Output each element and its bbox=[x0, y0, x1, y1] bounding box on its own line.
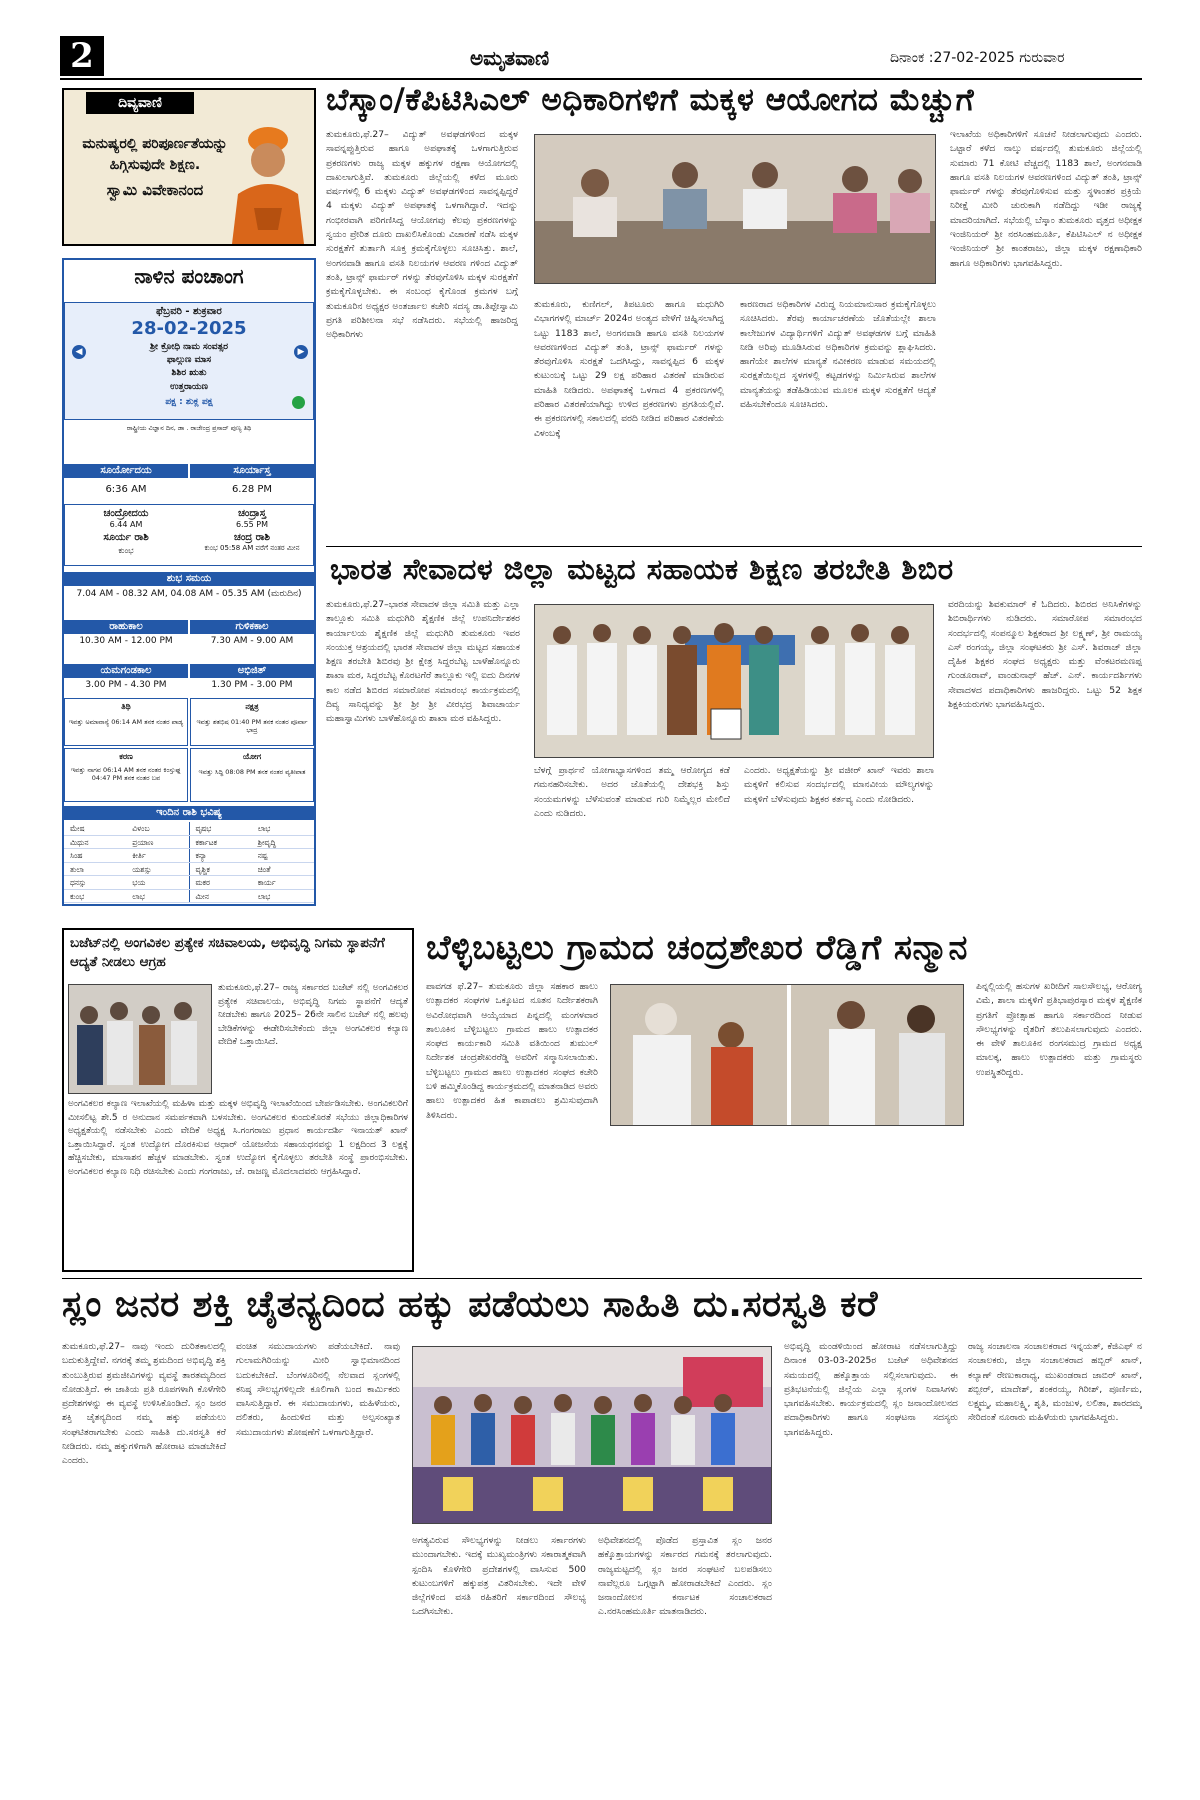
arrow-left-icon[interactable]: ◀ bbox=[72, 345, 86, 359]
rashi-name: ಕನ್ಯಾ bbox=[189, 849, 252, 862]
story4-col1: ಪಾವಗಡ ಫೆ.27– ತುಮಕೂರು ಜಿಲ್ಲಾ ಸಹಕಾರ ಹಾಲು ಉತ್ಪಾದಕರ ಸಂಘಗಳ ಒಕ್ಕೂಟದ ನೂತನ ನಿರ್ದೇಶಕರಾಗಿ ಅವಿರೋಧವಾಗಿ ಆಯ್ಕೆಯಾದ ಪಿನ್ನದಲ್ಲಿ ಮಂಗಳವಾರ ತಾಲೂಕಿನ ಬೆಳ್ಳಿಬಟ್ಟಲು ಗ್ರಾಮದ ಹಾಲು ಉತ್ಪಾದಕರ ಸಂಘದ ಕಾರ್ಯಕಾರಿ ಸಮಿತಿ ವತಿಯಿಂದ ತುಮುಲ್ ನಿರ್ದೇಶಕ ಚಂದ್ರಶೇಖರರೆಡ್ಡಿ ಅವರಿಗೆ ಸನ್ಮಾನಿಸಲಾಯಿತು. ಬೆಳ್ಳಿಬಟ್ಟಲು ಗ್ರಾಮದ ಹಾಲು ಉತ್ಪಾದಕರ ಸಂಘದ ಕಚೇರಿ ಬಳಿ ಹಮ್ಮಿಕೊಂಡಿದ್ದ ಕಾರ್ಯಕ್ರಮದಲ್ಲಿ ಮಾತನಾಡಿದ ಅವರು ಹಾಲು ಉತ್ಪಾದಕರ ಹಿತ ಕಾಪಾಡಲು ಶ್ರಮಿಸುವುದಾಗಿ ತಿಳಿಸಿದರು. bbox=[426, 981, 598, 1121]
shubha-label: ಶುಭ ಸಮಯ bbox=[64, 572, 314, 586]
sunset-label: ಸೂರ್ಯಾಸ್ತ bbox=[190, 464, 314, 478]
sunset-value: 6.28 PM bbox=[231, 484, 273, 495]
sunrise-value: 6:36 AM bbox=[105, 484, 147, 495]
rashi-prediction: ಚಿಂತೆ bbox=[257, 864, 271, 874]
paper-name: ಅಮೃತವಾಣಿ bbox=[470, 46, 550, 70]
panchanga-month-day: ಫೆಬ್ರವರಿ - ಶುಕ್ರವಾರ bbox=[156, 306, 222, 317]
rutu: ಶಿಶಿರ ಋತು bbox=[171, 368, 207, 378]
story2-col2: ಬೆಳಗ್ಗೆ ಪ್ರಾರ್ಥನೆ ಯೋಗಾಭ್ಯಾಸಗಳಿಂದ ತಮ್ಮ ಆರೋಗ್ಯದ ಕಡೆ ಗಮನಹರಿಸಬೇಕು. ಅದರ ಜೊತೆಯಲ್ಲಿ ದೇಶಭಕ್ತಿ ಶಿಸ್ತು ಸಂಯಮಗಳನ್ನು ಬೆಳೆಸುವಂತೆ ಮಾಡುವ ಗುರಿ ನಿಮ್ಮೆಲ್ಲರ ಮೇಲಿದೆ ಎಂದು ನುಡಿದರು. bbox=[534, 765, 730, 819]
sunrise-label: ಸೂರ್ಯೋದಯ bbox=[64, 464, 188, 478]
issue-date: ದಿನಾಂಕ :27-02-2025 ಗುರುವಾರ bbox=[890, 50, 1065, 66]
rahu-value: 10.30 AM - 12.00 PM bbox=[79, 636, 173, 646]
abhijit-label: ಅಭಿಜಿತ್ bbox=[190, 664, 314, 678]
rashi-row bbox=[64, 863, 314, 877]
chandra-rashi-label: ಚಂದ್ರ ರಾಶಿ bbox=[234, 532, 270, 543]
rashi-row bbox=[64, 836, 314, 850]
divyavani-quote bbox=[70, 134, 240, 201]
moonrise-value: 6.44 AM bbox=[109, 520, 143, 529]
story4-body-continued bbox=[610, 1134, 782, 1272]
story3-col1: ತುಮಕೂರು,ಫೆ.27– ರಾಜ್ಯ ಸರ್ಕಾರದ ಬಜೆಟ್ ನಲ್ಲಿ ಅಂಗವಿಕಲರ ಪ್ರತ್ಯೇಕ ಸಚಿವಾಲಯ, ಅಭಿವೃದ್ಧಿ ನಿಗಮ ಸ್ಥಾಪನೆಗೆ ಆದ್ಯತೆ ನೀಡಬೇಕು ಹಾಗೂ 2025– 26ನೇ ಸಾಲಿನ ಬಜೆಟ್ ನಲ್ಲಿ ಹಲವು ಬೇಡಿಕೆಗಳನ್ನು ಈಡೇರಿಸಬೇಕೆಂದು ಜಿಲ್ಲಾ ಅಂಗವಿಕಲರ ಕಲ್ಯಾಣ ವೇದಿಕೆ ಒತ್ತಾಯಿಸಿದೆ. bbox=[218, 983, 408, 1047]
ayana: ಉತ್ತರಾಯಣ bbox=[170, 382, 208, 392]
quote-author: ಸ್ವಾಮಿ ವಿವೇಕಾನಂದ bbox=[106, 181, 204, 199]
story3-photo bbox=[68, 984, 212, 1094]
abhijit-value: 1.30 PM - 3.00 PM bbox=[211, 680, 293, 690]
story2-photo bbox=[534, 604, 934, 758]
yama-value: 3.00 PM - 4.30 PM bbox=[85, 680, 167, 690]
story5-photo bbox=[412, 1346, 772, 1524]
moonrise-label: ಚಂದ್ರೋದಯ bbox=[103, 508, 149, 519]
story4-headline: ಬೆಳ್ಳಿಬಟ್ಟಲು ಗ್ರಾಮದ ಚಂದ್ರಶೇಖರ ರೆಡ್ಡಿಗೆ ಸನ್ಮಾನ bbox=[426, 928, 968, 968]
story1-col1: ತುಮಕೂರು,ಫೆ.27– ವಿದ್ಯುತ್ ಅವಘಡಗಳಿಂದ ಮಕ್ಕಳ ಸಾವನ್ನಪ್ಪುತ್ತಿರುವ ಹಾಗೂ ಅಪಘಾತಕ್ಕೆ ಒಳಗಾಗುತ್ತಿರುವ ಪ್ರಕರಣಗಳು ರಾಜ್ಯ ಮಕ್ಕಳ ಹಕ್ಕುಗಳ ರಕ್ಷಣಾ ಆಯೋಗದಲ್ಲಿ ದಾಖಲಾಗುತ್ತಿವೆ. ತುಮಕೂರು ಜಿಲ್ಲೆಯಲ್ಲಿ ಕಳೆದ ಮೂರು ವರ್ಷಗಳಲ್ಲಿ 6 ಮಕ್ಕಳು ವಿದ್ಯುತ್ ಅವಘಡಗಳಿಂದ ಸಾವನ್ನಪ್ಪಿದ್ದರೆ 4 ಮಕ್ಕಳು ವಿದ್ಯುತ್ ಅಪಘಾತಕ್ಕೆ ಒಳಗಾಗಿದ್ದಾರೆ. ಇದನ್ನು ಗಂಭೀರವಾಗಿ ಪರಿಗಣಿಸಿದ್ದ ಆಯೋಗವು ಕೆಲವು ಪ್ರಕರಣಗಳನ್ನು ಸ್ವಯಂ ಪ್ರೇರಿತ ದೂರು ದಾಖಲಿಸಿಕೊಂಡು ವಿಚಾರಣೆ ನಡೆಸಿ ಮಕ್ಕಳ ಸುರಕ್ಷತೆಗೆ ತುರ್ತಾಗಿ ಸೂಕ್ತ ಕ್ರಮಕೈಗೊಳ್ಳಲು ಸೂಚಿಸಿತ್ತು. ಶಾಲೆ, ಅಂಗನವಾಡಿ ಹಾಗೂ ವಸತಿ ನಿಲಯಗಳ ಆವರಣ ಗಳಿಂದ ವಿದ್ಯುತ್ ತಂತಿ, ಟ್ರಾನ್ಸ್ ಫಾರ್ಮರ್ ಗಳನ್ನು ತೆರವುಗೊಳಿಸಿ ಮಕ್ಕಳ ಸುರಕ್ಷತೆಗೆ ಕ್ರಮಕೈಗೊಳ್ಳಬೇಕು. ಈ ಸಂಬಂಧ ಕೈಗೊಂಡ ಕ್ರಮಗಳ ಬಗ್ಗೆ ತುಮಕೂರಿನ ಅಧ್ಯಕ್ಷರ ಅಂತರ್ಜಾಲ ಕಚೇರಿ ಸದಸ್ಯ ಡಾ.ತಿಪ್ಪೇಸ್ವಾಮಿ ಪ್ರಗತಿ ಪರಿಶೀಲನಾ ಸಭೆ ನಡೆಸಿದರು. ಸಭೆಯಲ್ಲಿ ಹಾಜರಿದ್ದ ಅಧಿಕಾರಿಗಳು bbox=[326, 129, 518, 341]
story1-col2: ತುಮಕೂರು, ಕುಣಿಗಲ್, ತಿಪಟೂರು ಹಾಗೂ ಮಧುಗಿರಿ ವಿಭಾಗಗಳಲ್ಲಿ ಮಾರ್ಚ್ 2024ರ ಅಂತ್ಯದ ವೇಳೆಗೆ ಚಿಹ್ನಿಸಲಾಗಿದ್ದ ಒಟ್ಟು 1183 ಶಾಲೆ, ಅಂಗನವಾಡಿ ಹಾಗೂ ವಸತಿ ನಿಲಯಗಳ ಆವರಣಗಳಿಂದ ವಿದ್ಯುತ್ ತಂತಿ, ಟ್ರಾನ್ಸ್ ಫಾರ್ಮರ್ ಗಳನ್ನು ತೆರವುಗೊಳಿಸಿ ಸುರಕ್ಷತೆ ಒದಗಿಸಿದ್ದು, ಸಾವನ್ನಪ್ಪಿದ 6 ಮಕ್ಕಳ ಕುಟುಂಬಕ್ಕೆ ಒಟ್ಟು 29 ಲಕ್ಷ ಪರಿಹಾರ ವಿತರಣೆ ಮಾಡಿರುವ ಮಾಹಿತಿ ನೀಡಿದರು. ಅಪಘಾತಕ್ಕೆ ಒಳಗಾದ 4 ಪ್ರಕರಣಗಳಲ್ಲಿ ಪರಿಹಾರ ವಿತರಣೆಯಾಗಿದ್ದು ಉಳಿದ ಪ್ರಕರಣಗಳು ಪ್ರಗತಿಯಲ್ಲಿವೆ. ಈ ಪ್ರಕರಣಗಳಲ್ಲಿ ಸಕಾಲದಲ್ಲಿ ವರದಿ ನೀಡಿದ ಪರಿಹಾರ ವಿತರಣೆಯ ವಿಳಂಬಕ್ಕೆ bbox=[534, 299, 724, 439]
rashi-prediction: ಕೀರ್ತಿ bbox=[132, 851, 146, 860]
masthead-rule bbox=[60, 78, 1142, 80]
story5-col4: ಅಧಿವೇಶನದಲ್ಲಿ ಪೊಡೆದ ಪ್ರಸ್ತಾವಿತ ಸ್ಲಂ ಜನರ ಹಕ್ಕೊತ್ತಾಯಗಳನ್ನು ಸರ್ಕಾರದ ಗಮನಕ್ಕೆ ತರಲಾಗುವುದು. ರಾಜ್ಯಮಟ್ಟದಲ್ಲಿ ಸ್ಲಂ ಜನರ ಸಂಘಟನೆ ಬಲಪಡಿಸಲು ನಾವೆಲ್ಲರೂ ಒಗ್ಗಟ್ಟಾಗಿ ಹೋರಾಡಬೇಕಿದೆ ಎಂದರು. ಸ್ಲಂ ಜನಾಂದೋಲನ ಕರ್ನಾಟಕ ಸಂಚಾಲಕರಾದ ಎ.ನರಸಿಂಹಮೂರ್ತಿ ಮಾತನಾಡಿದರು. bbox=[598, 1535, 772, 1618]
story5-col6: ರಾಜ್ಯ ಸಂಚಾಲನಾ ಸಂಚಾಲಕರಾದ ಇನ್ನಯತ್, ಕೆಜಿಎಫ್ ನ ಸಂಚಾಲಕರು, ಜಿಲ್ಲಾ ಸಂಚಾಲಕರಾದ ಹಬ್ಬಿರ್ ಖಾನ್, ಕಲ್ಯಾಣ್ ರೇಣುಕಾರಾಧ್ಯ, ಮುಖಂಡರಾದ ಜಾಬಿರ್ ಖಾನ್, ಶಬ್ಬೀರ್, ಮಾದೇಶ್, ಶಂಕರಯ್ಯ, ಗಿರೀಶ್, ಪೂರ್ಣಿಮ, ಲಕ್ಷ್ಮಮ್ಮ, ಮಹಾಲಕ್ಷ್ಮಿ, ಶೃತಿ, ಮಂಜುಳ, ಲಲಿತಾ, ಶಾರದಮ್ಮ ಸೇರಿದಂತೆ ನೂರಾರು ಮಹಿಳೆಯರು ಭಾಗವಹಿಸಿದ್ದರು. bbox=[968, 1341, 1142, 1424]
gulika-label: ಗುಳಿಕಕಾಲ bbox=[190, 620, 314, 634]
samvatsara: ಶ್ರೀ ಕ್ರೋಧಿ ನಾಮ ಸಂವತ್ಸರ bbox=[150, 342, 228, 352]
story5-col2: ವಂಚಿತ ಸಮುದಾಯಗಳು ಪಡೆಯಬೇಕಿದೆ. ನಾವು ಗುಲಾಮಗಿರಿಯನ್ನು ಮೀರಿ ಸ್ವಾಭಿಮಾನದಿಂದ ಬದುಕಬೇಕಿದೆ. ಬೆಂಗಳೂರಿನಲ್ಲಿ ನೆಲವಾದ ಸ್ಲಂಗಳಲ್ಲಿ ಕನಿಷ್ಠ ಸೌಲಭ್ಯಗಳಿಲ್ಲದೇ ಕೂಲಿಗಾಗಿ ಬಂದ ಕಾರ್ಮಿಕರು ವಾಸಿಸುತ್ತಿದ್ದಾರೆ. ಈ ಸಮುದಾಯಗಳು, ಮಹಿಳೆಯರು, ದಲಿತರು, ಹಿಂದುಳಿದ ಮತ್ತು ಅಲ್ಪಸಂಖ್ಯಾತ ಸಮುದಾಯಗಳು ಶೋಷಣೆಗೆ ಒಳಗಾಗುತ್ತಿದ್ದಾರೆ. bbox=[236, 1341, 400, 1438]
rashi-name: ವೃಶ್ಚಿಕ bbox=[189, 863, 252, 876]
rashi-row bbox=[64, 822, 314, 836]
vivekananda-portrait bbox=[224, 118, 310, 244]
rashi-prediction: ಪ್ರಯಾಣ bbox=[132, 837, 154, 847]
rashi-name: ತುಲಾ bbox=[70, 864, 84, 874]
divider bbox=[326, 546, 1142, 547]
story1-col4: ಇಲಾಖೆಯ ಅಧಿಕಾರಿಗಳಿಗೆ ಸೂಚನೆ ನೀಡಲಾಗುವುದು ಎಂದರು. ಒಟ್ಟಾರೆ ಕಳೆದ ನಾಲ್ಕು ವರ್ಷದಲ್ಲಿ ತುಮಕೂರು ಜಿಲ್ಲೆಯಲ್ಲಿ ಸುಮಾರು 71 ಕೋಟಿ ವೆಚ್ಚದಲ್ಲಿ 1183 ಶಾಲೆ, ಅಂಗನವಾಡಿ ಹಾಗೂ ವಸತಿ ನಿಲಯಗಳ ಆವರಣಗಳಿಂದ ವಿದ್ಯುತ್ ತಂತಿ, ಟ್ರಾನ್ಸ್ ಫಾರ್ಮರ್ ಗಳನ್ನು ತೆರವುಗೊಳಿಸುವ ಮತ್ತು ಸ್ಥಳಾಂತರ ಪ್ರಕ್ರಿಯೆ ನಿರೀಕ್ಷೆ ಮೀರಿ ಚುರುಕಾಗಿ ನಡೆದಿದ್ದು ಇಡೀ ರಾಜ್ಯಕ್ಕೆ ಮಾದರಿಯಾಗಿದೆ. ಸಭೆಯಲ್ಲಿ ಬೆಸ್ಕಾಂ ತುಮಕೂರು ವೃತ್ತದ ಅಧೀಕ್ಷಕ ಇಂಜಿನಿಯರ್ ಶ್ರೀ ನರಸಿಂಹಮೂರ್ತಿ, ಕೆಪಿಟಿಸಿಎಲ್ ನ ಅಧೀಕ್ಷಕ ಇಂಜಿನಿಯರ್ ಶ್ರೀ ಕಾಂತರಾಜು, ಜಿಲ್ಲಾ ಮಕ್ಕಳ ರಕ್ಷಣಾಧಿಕಾರಿ ಹಾಗೂ ಅಧಿಕಾರಿಗಳು ಭಾಗವಹಿಸಿದ್ದರು. bbox=[950, 129, 1142, 269]
story5-col3: ಅಗತ್ಯವಿರುವ ಸೌಲಭ್ಯಗಳನ್ನು ನೀಡಲು ಸರ್ಕಾರಗಳು ಮುಂದಾಗಬೇಕು. ಇದಕ್ಕೆ ಮುಖ್ಯಮಂತ್ರಿಗಳು ಸಕಾರಾತ್ಮಕವಾಗಿ ಸ್ಪಂದಿಸಿ ಕೊಳೆಗೇರಿ ಪ್ರದೇಶಗಳಲ್ಲಿ ವಾಸಿಸುವ 500 ಕುಟುಂಬಗಳಿಗೆ ಹಕ್ಕುಪತ್ರ ವಿತರಿಸಬೇಕು. ಇದೇ ವೇಳೆ ಜಿಲ್ಲೆಗಳಿಂದ ವಸತಿ ರಹಿತರಿಗೆ ಸರ್ಕಾರದಿಂದ ಸೌಲಭ್ಯ ಒದಗಿಸಬೇಕು. bbox=[412, 1535, 586, 1618]
page-number: 2 bbox=[60, 36, 104, 76]
rashi-prediction: ಕಾರ್ಯ bbox=[257, 878, 276, 887]
story3-headline: ಬಜೆಟ್‌ನಲ್ಲಿ ಅಂಗವಿಕಲ ಪ್ರತ್ಯೇಕ ಸಚಿವಾಲಯ, ಅಭಿವೃದ್ಧಿ ನಿಗಮ ಸ್ಥಾಪನೆಗೆ ಆದ್ಯತೆ ನೀಡಲು ಆಗ್ರಹ bbox=[70, 935, 385, 970]
quote-text: ಮನುಷ್ಯರಲ್ಲಿ ಪರಿಪೂರ್ಣತೆಯನ್ನು ಹಿಗ್ಗಿಸುವುದೇ ಶಿಕ್ಷಣ. bbox=[82, 136, 228, 173]
rashi-prediction: ಭಯ bbox=[132, 878, 146, 887]
rashi-prediction: ಲಾಭ bbox=[257, 824, 271, 833]
whatsapp-icon[interactable] bbox=[292, 396, 305, 409]
nakshatra-label: ನಕ್ಷತ್ರ bbox=[245, 702, 259, 711]
rashi-name: ಕುಂಭ bbox=[70, 891, 85, 901]
rashi-prediction: ಲಾಭ bbox=[257, 891, 271, 901]
rashi-table bbox=[64, 822, 314, 903]
shubha-value: 7.04 AM - 08.32 AM, 04.08 AM - 05.35 AM (ಮರುದಿನ) bbox=[76, 589, 302, 599]
rashi-name: ಸಿಂಹ bbox=[70, 851, 83, 860]
gulika-value: 7.30 AM - 9.00 AM bbox=[210, 636, 294, 646]
surya-rashi-value: ಕುಂಭ bbox=[118, 546, 134, 555]
story5-headline: ಸ್ಲಂ ಜನರ ಶಕ್ತಿ ಚೈತನ್ಯದಿಂದ ಹಕ್ಕು ಪಡೆಯಲು ಸಾಹಿತಿ ದು.ಸರಸ್ವತಿ ಕರೆ bbox=[62, 1284, 878, 1325]
tithi-value: ಇವತ್ತು ಅಮಾವಾಸ್ಯೆ 06:14 AM ತನಕ ನಂತರ ಪಾಡ್ಯ bbox=[68, 718, 184, 726]
slum-meeting-photo bbox=[413, 1347, 772, 1524]
rashi-label: ಇಂದಿನ ರಾಶಿ ಭವಿಷ್ಯ bbox=[64, 806, 314, 820]
moonset-label: ಚಂದ್ರಾಸ್ತ bbox=[238, 508, 266, 519]
yoga-value: ಇವತ್ತು ಸಿದ್ಧಿ 08:08 PM ತನಕ ನಂತರ ವ್ಯತೀಪಾತ bbox=[198, 768, 306, 776]
masa: ಫಾಲ್ಗುಣ ಮಾಸ bbox=[166, 355, 212, 365]
felicitation-photo bbox=[611, 985, 964, 1126]
story5-col5: ಅಭಿವೃದ್ಧಿ ಮಂಡಳಿಯಿಂದ ಹೋರಾಟ ನಡೆಸಲಾಗುತ್ತಿದ್ದು ದಿನಾಂಕ 03-03-2025ರ ಬಜೆಟ್ ಅಧಿವೇಶನದ ಸಮಯದಲ್ಲಿ ಹಕ್ಕೊತ್ತಾಯ ಸಲ್ಲಿಸಲಾಗುವುದು. ಈ ಪ್ರತಿಭಟನೆಯಲ್ಲಿ ಜಿಲ್ಲೆಯ ಎಲ್ಲಾ ಸ್ಲಂಗಳ ನಿವಾಸಿಗಳು ಭಾಗವಹಿಸಬೇಕು. ಕಾರ್ಯಕ್ರಮದಲ್ಲಿ ಸ್ಲಂ ಜನಾಂದೋಲನದ ಪದಾಧಿಕಾರಿಗಳು ಹಾಗೂ ಸಂಘಟನಾ ಸದಸ್ಯರು ಭಾಗವಹಿಸಿದ್ದರು. bbox=[784, 1341, 958, 1438]
surya-rashi-label: ಸೂರ್ಯ ರಾಶಿ bbox=[103, 532, 149, 543]
arrow-right-icon[interactable]: ▶ bbox=[294, 345, 308, 359]
meeting-photo bbox=[535, 135, 936, 284]
panchanga-date: 28-02-2025 bbox=[131, 318, 247, 339]
story2-col1: ತುಮಕೂರು,ಫೆ.27–ಭಾರತ ಸೇವಾದಳ ಜಿಲ್ಲಾ ಸಮಿತಿ ಮತ್ತು ಎಲ್ಲಾ ತಾಲ್ಲೂಕು ಸಮಿತಿ ಮಧುಗಿರಿ ಶೈಕ್ಷಣಿಕ ಜಿಲ್ಲೆ ಉಪನಿರ್ದೇಶಕರ ಕಾರ್ಯಾಲಯ ಶೈಕ್ಷಣಿಕ ಜಿಲ್ಲೆ ಮಧುಗಿರಿ ತುಮಕೂರು ಇವರ ಸಂಯುಕ್ತ ಆಶ್ರಯದಲ್ಲಿ ಭಾರತ ಸೇವಾದಳ ಜಿಲ್ಲಾ ಮಟ್ಟದ ಸಹಾಯಕ ಶಿಕ್ಷಣ ತರಬೇತಿ ಶಿಬಿರವು ಶ್ರೀ ಕ್ಷೇತ್ರ ಸಿದ್ದರಬೆಟ್ಟ ಬಾಳೆಹೊನ್ನೂರು ಶಾಖಾ ಮಠ, ಸಿದ್ದರಬೆಟ್ಟ ಕೊರಟಗೆರೆ ತಾಲ್ಲೂಕು ಇಲ್ಲಿ ಐದು ದಿನಗಳ ಕಾಲ ನಡೆದ ಶಿಬಿರದ ಸಮಾರೋಪ ಸಮಾರಂಭ ಕಾರ್ಯಕ್ರಮದಲ್ಲಿ ದಿವ್ಯ ಸಾನಿಧ್ಯವನ್ನು ಶ್ರೀ ಶ್ರೀ ಶ್ರೀ ವೀರಭದ್ರ ಶಿವಾಚಾರ್ಯ ಮಹಾಸ್ವಾಮಿಗಳು ಬಾಳೆಹೊನ್ನೂರು ಶಾಖಾ ಮಠ ವಹಿಸಿದ್ದರು. bbox=[326, 599, 520, 725]
rashi-prediction: ಲಾಭ bbox=[132, 891, 145, 901]
rashi-prediction: ವಿಳಂಬ bbox=[132, 824, 150, 833]
story2-headline: ಭಾರತ ಸೇವಾದಳ ಜಿಲ್ಲಾ ಮಟ್ಟದ ಸಹಾಯಕ ಶಿಕ್ಷಣ ತರಬೇತಿ ಶಿಬಿರ bbox=[330, 552, 954, 586]
rashi-name: ಮೇಷ bbox=[70, 824, 85, 833]
rashi-row bbox=[64, 876, 314, 890]
story4-photo bbox=[610, 984, 964, 1126]
divider bbox=[62, 1278, 1142, 1279]
rashi-name: ಧನಸ್ಸು bbox=[70, 878, 87, 887]
rashi-prediction: ನಷ್ಟ bbox=[257, 851, 268, 860]
rashi-name: ಮೀನ bbox=[189, 890, 252, 903]
rashi-name: ಮಕರ bbox=[189, 876, 252, 889]
story1-photo bbox=[534, 134, 936, 284]
story2-col4: ವರದಿಯನ್ನು ಶಿವಕುಮಾರ್ ಕೆ ಓದಿದರು. ಶಿಬಿರದ ಅನಿಸಿಕೆಗಳನ್ನು ಶಿಬಿರಾರ್ಥಿಗಳು ನುಡಿದರು. ಸಮಾರೋಪ ಸಮಾರಂಭದ ಸಂದರ್ಭದಲ್ಲಿ ಸಂಪನ್ಮೂಲ ಶಿಕ್ಷಕರಾದ ಶ್ರೀ ಲಕ್ಷ್ಮಣ್, ಶ್ರೀ ರಾಮಯ್ಯ ಎಸ್ ರಂಗಯ್ಯ, ಜಿಲ್ಲಾ ಸಂಘಟಕರು ಶ್ರೀ ಎಸ್. ಶಿವರಾಜ್ ಜಿಲ್ಲಾ ದೈಹಿಕ ಶಿಕ್ಷಕರ ಸಂಘದ ಅಧ್ಯಕ್ಷರು ಮತ್ತು ವೆಂಕಟರಮಣಪ್ಪ ಗುಂಡೂರಾವ್, ವಾಂಡುನಾಥ್ ಹೆಚ್. ಎನ್. ಕಾರ್ಯದರ್ಶಿಗಳು ಸೇವಾದಳದ ಪದಾಧಿಕಾರಿಗಳು ಹಾಜರಿದ್ದರು. ಒಟ್ಟು 52 ಶಿಕ್ಷಕ ಶಿಕ್ಷಕಿಯರುಗಳು ಭಾಗವಹಿಸಿದ್ದರು. bbox=[948, 599, 1142, 711]
rashi-name: ವೃಷಭ bbox=[189, 822, 252, 835]
rashi-prediction: ಯಶಸ್ಸು bbox=[132, 864, 152, 874]
karana-value: ಇವತ್ತು ನಾಗವ 06:14 AM ತನಕ ನಂತರ ಕಿಂಸ್ತುಘ್ನ 04:47 PM ತನಕ ನಂತರ ಬವ bbox=[70, 766, 182, 782]
panchanga-note: ರಾಷ್ಟ್ರೀಯ ವಿಜ್ಞಾನ ದಿನ, ಡಾ . ರಾಜೇಂದ್ರ ಪ್ರಸಾದ್ ಪುಣ್ಯ ತಿಥಿ bbox=[126, 424, 252, 432]
story5-col1: ತುಮಕೂರು,ಫೆ.27– ನಾವು ಇಂದು ದುರಿತಕಾಲದಲ್ಲಿ ಬದುಕುತ್ತಿದ್ದೇವೆ. ನಗರಕ್ಕೆ ತಮ್ಮ ಶ್ರಮದಿಂದ ಅಭಿವೃದ್ಧಿ ಶಕ್ತಿ ತುಂಬುತ್ತಿರುವ ಶ್ರಮಜೀವಿಗಳನ್ನು ವ್ಯವಸ್ಥೆ ತಾರತಮ್ಯದಿಂದ ನೋಡುತ್ತಿದೆ. ಈ ಜಾತಿಯ ಪ್ರತಿ ರೂಪಗಳಾಗಿ ಕೊಳೆಗೇರಿ ಪ್ರದೇಶಗಳನ್ನು ಈ ವ್ಯವಸ್ಥೆ ಉಳಿಸಿಕೊಂಡಿದೆ. ಸ್ಲಂ ಜನರ ಶಕ್ತಿ ಚೈತನ್ಯದಿಂದ ನಮ್ಮ ಹಕ್ಕು ಪಡೆಯಲು ಸಂಘಟಿತರಾಗಬೇಕು ಎಂದು ಸಾಹಿತಿ ದು.ಸರಸ್ವತಿ ಕರೆ ನೀಡಿದರು. ನಮ್ಮ ಹಕ್ಕುಗಳಿಗಾಗಿ ಹೋರಾಟ ಮಾಡಬೇಕಿದೆ ಎಂದರು. bbox=[62, 1341, 226, 1467]
protest-photo bbox=[69, 985, 212, 1094]
tithi-label: ತಿಥಿ bbox=[121, 702, 131, 711]
yama-label: ಯಮಗಂಡಕಾಲ bbox=[64, 664, 188, 678]
nakshatra-value: ಇವತ್ತು ಶತಭಿಷ 01:40 PM ತನಕ ನಂತರ ಪೂರ್ವಾ ಭಾದ್ರ bbox=[196, 718, 308, 734]
rashi-name: ಕರ್ಕಾಟಕ bbox=[189, 836, 252, 849]
story4-col2: ಪಿನ್ನಲ್ಲಿಯಲ್ಲಿ ಹಸುಗಳ ಖರೀದಿಗೆ ಸಾಲಸೌಲಭ್ಯ, ಆರೋಗ್ಯ ವಿಮೆ, ಶಾಲಾ ಮಕ್ಕಳಿಗೆ ಪ್ರತಿಭಾಪುರಸ್ಕಾರ ಮಕ್ಕಳ ಶೈಕ್ಷಣಿಕ ಪ್ರಗತಿಗೆ ಪ್ರೋತ್ಸಾಹ ಹಾಗೂ ಸರ್ಕಾರದಿಂದ ನೀಡುವ ಸೌಲಭ್ಯಗಳನ್ನು ರೈತರಿಗೆ ತಲುಪಿಸಲಾಗುವುದು ಎಂದರು. ಈ ವೇಳೆ ತಾಲೂಕಿನ ರಂಗಸಮುದ್ರ ಗ್ರಾಮದ ಅಧ್ಯಕ್ಷ ಮಾಲಕ್ಕ, ಹಾಲು ಉತ್ಪಾದಕರು ಮತ್ತು ಗ್ರಾಮಸ್ಥರು ಉಪಸ್ಥಿತರಿದ್ದರು. bbox=[976, 981, 1142, 1078]
panchanga-title: ನಾಳಿನ ಪಂಚಾಂಗ bbox=[134, 264, 244, 288]
rashi-row bbox=[64, 890, 314, 904]
moonset-value: 6.55 PM bbox=[235, 520, 269, 529]
karana-label: ಕರಣ bbox=[119, 752, 133, 761]
rashi-prediction: ಶ್ರೀವೃದ್ಧಿ bbox=[257, 837, 276, 847]
camp-group-photo bbox=[535, 605, 934, 758]
story1-col3: ಕಾರಣರಾದ ಅಧಿಕಾರಿಗಳ ವಿರುದ್ಧ ನಿಯಮಾನುಸಾರ ಕ್ರಮಕೈಗೊಳ್ಳಲು ಸೂಚಿಸಿದರು. ತೆರವು ಕಾರ್ಯಾಚರಣೆಯ ಜೊತೆಯಲ್ಲೇ ಶಾಲಾ ಕಾಲೇಜುಗಳ ವಿದ್ಯಾರ್ಥಿಗಳಿಗೆ ವಿದ್ಯುತ್ ಅವಘಡಗಳ ಬಗ್ಗೆ ಮಾಹಿತಿ ನೀಡಿ ಅರಿವು ಮೂಡಿಸಿರುವ ಅಧಿಕಾರಿಗಳ ಕ್ರಮವನ್ನು ಶ್ಲಾಘಿಸಿದರು. ಹಾಗೆಯೇ ಶಾಲೆಗಳ ಮಾನ್ಯತೆ ನವೀಕರಣ ಮಾಡುವ ಸಮಯದಲ್ಲಿ ಸುರಕ್ಷತೆಯಿಲ್ಲದ ಸ್ಥಳಗಳಲ್ಲಿ ಕಟ್ಟಡಗಳನ್ನು ನಿರ್ಮಿಸಿರುವ ಶಾಲೆಗಳ ಮಾನ್ಯತೆಯನ್ನು ತಡೆಹಿಡಿಯುವ ಮೂಲಕ ಮಕ್ಕಳ ಸುರಕ್ಷತೆಗೆ ಆದ್ಯತೆ ವಹಿಸಬೇಕೆಂದೂ ಸೂಚಿಸಿದರು. bbox=[740, 299, 936, 411]
story1-headline: ಬೆಸ್ಕಾಂ/ಕೆಪಿಟಿಸಿಎಲ್ ಅಧಿಕಾರಿಗಳಿಗೆ ಮಕ್ಕಳ ಆಯೋಗದ ಮೆಚ್ಚುಗೆ bbox=[326, 82, 975, 118]
rashi-name: ಮಿಥುನ bbox=[70, 837, 89, 847]
story2-col3: ಎಂದರು. ಅಧ್ಯಕ್ಷತೆಯನ್ನು ಶ್ರೀ ವಜೀರ್ ಖಾನ್ ಇವರು ಶಾಲಾ ಮಕ್ಕಳಿಗೆ ಕಲಿಸುವ ಸಂದರ್ಭದಲ್ಲಿ ಮಾನವೀಯ ಮೌಲ್ಯಗಳನ್ನು ಮಕ್ಕಳಿಗೆ ಬೆಳೆಸುವುದು ಶಿಕ್ಷಕರ ಕರ್ತವ್ಯ ಎಂದು ನೋಡಿದರು. bbox=[744, 765, 934, 805]
yoga-label: ಯೋಗ bbox=[242, 752, 262, 761]
rahu-label: ರಾಹುಕಾಲ bbox=[64, 620, 188, 634]
divyavani-title: ದಿವ್ಯವಾಣಿ bbox=[86, 92, 194, 114]
story3-body: ಅಂಗವಿಕಲರ ಕಲ್ಯಾಣ ಇಲಾಖೆಯಲ್ಲಿ ಮಹಿಳಾ ಮತ್ತು ಮಕ್ಕಳ ಅಭಿವೃದ್ಧಿ ಇಲಾಖೆಯಿಂದ ಬೇರ್ಪಡಿಸಬೇಕು. ಅಂಗವಿಕಲರಿಗೆ ಮೀಸಲಿಟ್ಟ ಶೇ.5 ರ ಅನುದಾನ ಸಮರ್ಪಕವಾಗಿ ಬಳಸಬೇಕು. ಅಂಗವಿಕಲರ ಕುಂದುಕೊರತೆ ಸಭೆಯು ಜಿಲ್ಲಾಧಿಕಾರಿಗಳ ಅಧ್ಯಕ್ಷತೆಯಲ್ಲಿ ನಡೆಸಬೇಕು ಎಂದು ವೇದಿಕೆ ಅಧ್ಯಕ್ಷ ಸಿ.ಗಂಗರಾಜು ಪ್ರಧಾನ ಕಾರ್ಯದರ್ಶಿ ಇನಾಯತ್ ಖಾನ್ ಒತ್ತಾಯಿಸಿದ್ದಾರೆ. ಸ್ವಂತ ಉದ್ಯೋಗ ದೊರಕಿಸುವ ಆಧಾರ್ ಯೋಜನೆಯ ಸಹಾಯಧನವನ್ನು 1 ಲಕ್ಷದಿಂದ 3 ಲಕ್ಷಕ್ಕೆ ಹೆಚ್ಚಿಸಬೇಕು, ಮಾಸಾಶನ ಹೆಚ್ಚಳ ಮಾಡಬೇಕು. ಸ್ವಂತ ಉದ್ಯೋಗ ಕೈಗೊಳ್ಳಲು ತರಬೇತಿ ಸಂಸ್ಥೆ ಪ್ರಾರಂಭಿಸಬೇಕು. ಅಂಗವಿಕಲರ ಕಲ್ಯಾಣ ನಿಧಿ ರಚಿಸಬೇಕು ಎಂದು ಗಂಗರಾಜು, ಜೆ. ರಾಜಣ್ಣ ಮೊದಲಾದವರು ಆಗ್ರಹಿಸಿದ್ದಾರೆ. bbox=[68, 1099, 408, 1177]
chandra-rashi-value: ಕುಂಭ 05:58 AM ವರೆಗೆ ನಂತರ ಮೀನ bbox=[204, 544, 300, 552]
story4-body-continued-2 bbox=[794, 1134, 964, 1272]
rashi-row bbox=[64, 849, 314, 863]
paksha: ಪಕ್ಷ : ಶುಕ್ಲ ಪಕ್ಷ bbox=[165, 397, 213, 407]
